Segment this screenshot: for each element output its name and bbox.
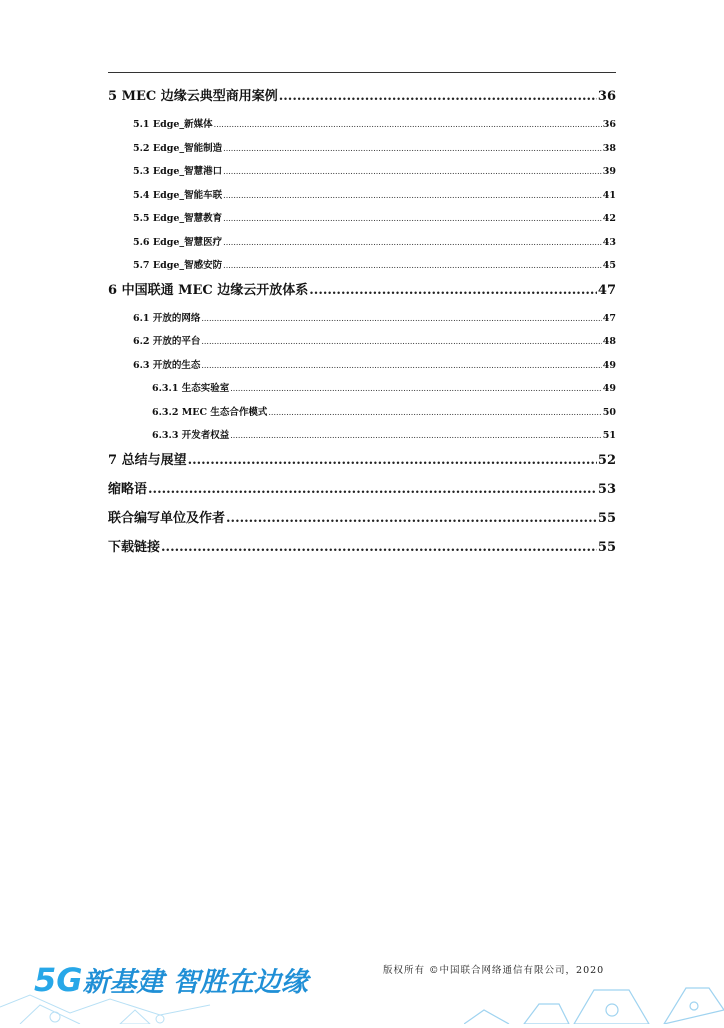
toc-entry-title: 下载链接 [108, 539, 161, 555]
toc-entry-title: 5 MEC 边缘云典型商用案例 [108, 89, 278, 104]
toc-entry[interactable] [108, 354, 616, 378]
toc-entry-title: 5.2 Edge_智能制造 [133, 142, 223, 154]
toc-entry[interactable] [108, 477, 616, 506]
table-of-contents [108, 84, 616, 564]
toc-entry[interactable] [108, 377, 616, 401]
toc-dot-leader [279, 84, 597, 110]
toc-dot-leader [268, 401, 601, 424]
toc-entry-title: 6.3.3 开发者权益 [152, 430, 230, 441]
toc-entry-page: 51 [602, 430, 616, 441]
toc-entry-page: 52 [597, 452, 616, 468]
toc-dot-leader [226, 506, 597, 532]
toc-entry-page: 55 [597, 539, 616, 555]
toc-entry[interactable] [108, 278, 616, 307]
toc-entry-title: 6.2 开放的平台 [133, 336, 201, 347]
toc-dot-leader [230, 424, 602, 447]
footer-decoration-right [464, 970, 724, 1024]
top-rule [108, 72, 616, 73]
toc-entry-page: 55 [597, 510, 616, 526]
toc-dot-leader [201, 330, 601, 353]
slogan-text: 新基建 智胜在边缘 [82, 967, 308, 998]
toc-entry-page: 39 [602, 166, 616, 177]
toc-entry-page: 43 [602, 236, 616, 248]
toc-entry-page: 41 [602, 189, 616, 201]
toc-entry-title: 5.1 Edge_新媒体 [133, 119, 213, 130]
toc-dot-leader [230, 377, 602, 400]
toc-entry[interactable] [108, 307, 616, 331]
toc-entry[interactable] [108, 330, 616, 354]
toc-dot-leader [309, 278, 597, 304]
footer-slogan [34, 960, 308, 999]
toc-entry[interactable] [108, 424, 616, 448]
toc-entry[interactable] [108, 448, 616, 477]
toc-entry-page: 49 [602, 383, 616, 394]
toc-entry-title: 5.7 Edge_智感安防 [133, 260, 223, 271]
toc-entry[interactable] [108, 137, 616, 161]
toc-dot-leader [148, 477, 597, 503]
toc-entry[interactable] [108, 506, 616, 535]
toc-entry-page: 49 [602, 359, 616, 371]
toc-entry[interactable] [108, 401, 616, 425]
toc-dot-leader [201, 354, 601, 377]
toc-entry-title: 5.5 Edge_智慧教育 [133, 213, 223, 224]
toc-entry-page: 53 [597, 481, 616, 497]
toc-dot-leader [161, 535, 597, 561]
toc-entry[interactable] [108, 84, 616, 113]
toc-dot-leader [188, 448, 597, 474]
toc-entry-page: 36 [597, 89, 616, 104]
toc-entry[interactable] [108, 160, 616, 184]
toc-dot-leader [223, 184, 602, 207]
toc-dot-leader [223, 160, 602, 183]
toc-dot-leader [201, 307, 601, 330]
toc-entry-title: 联合编写单位及作者 [108, 510, 226, 526]
toc-entry-title: 6.3.1 生态实验室 [152, 383, 230, 394]
toc-entry-title: 5.4 Edge_智能车联 [133, 189, 223, 201]
toc-entry[interactable] [108, 184, 616, 208]
toc-entry[interactable] [108, 254, 616, 278]
toc-dot-leader [223, 254, 602, 277]
toc-entry-title: 6.3.2 MEC 生态合作模式 [152, 406, 268, 418]
copyright-text: 版权所有 ©中国联合网络通信有限公司，2020 [383, 965, 605, 976]
toc-entry-page: 45 [602, 260, 616, 271]
toc-entry[interactable] [108, 535, 616, 564]
toc-entry-title: 6.3 开放的生态 [133, 359, 201, 371]
toc-entry[interactable] [108, 207, 616, 231]
toc-dot-leader [223, 207, 602, 230]
toc-entry-page: 47 [597, 282, 616, 298]
toc-entry-page: 36 [602, 119, 616, 130]
toc-entry-page: 42 [602, 213, 616, 224]
slogan-5g: 5G [34, 961, 83, 999]
toc-dot-leader [223, 137, 602, 160]
toc-entry-title: 缩略语 [108, 481, 148, 497]
toc-entry-page: 50 [602, 406, 616, 418]
toc-entry-title: 5.3 Edge_智慧港口 [133, 166, 223, 177]
toc-entry[interactable] [108, 231, 616, 255]
toc-entry-page: 47 [602, 312, 616, 324]
toc-entry-title: 7 总结与展望 [108, 452, 187, 468]
toc-dot-leader [214, 113, 602, 136]
toc-dot-leader [223, 231, 602, 254]
toc-entry-title: 6 中国联通 MEC 边缘云开放体系 [108, 282, 309, 298]
toc-entry-title: 5.6 Edge_智慧医疗 [133, 236, 223, 248]
toc-entry[interactable] [108, 113, 616, 137]
toc-entry-page: 48 [602, 336, 616, 347]
toc-entry-page: 38 [602, 142, 616, 154]
toc-entry-title: 6.1 开放的网络 [133, 312, 201, 324]
